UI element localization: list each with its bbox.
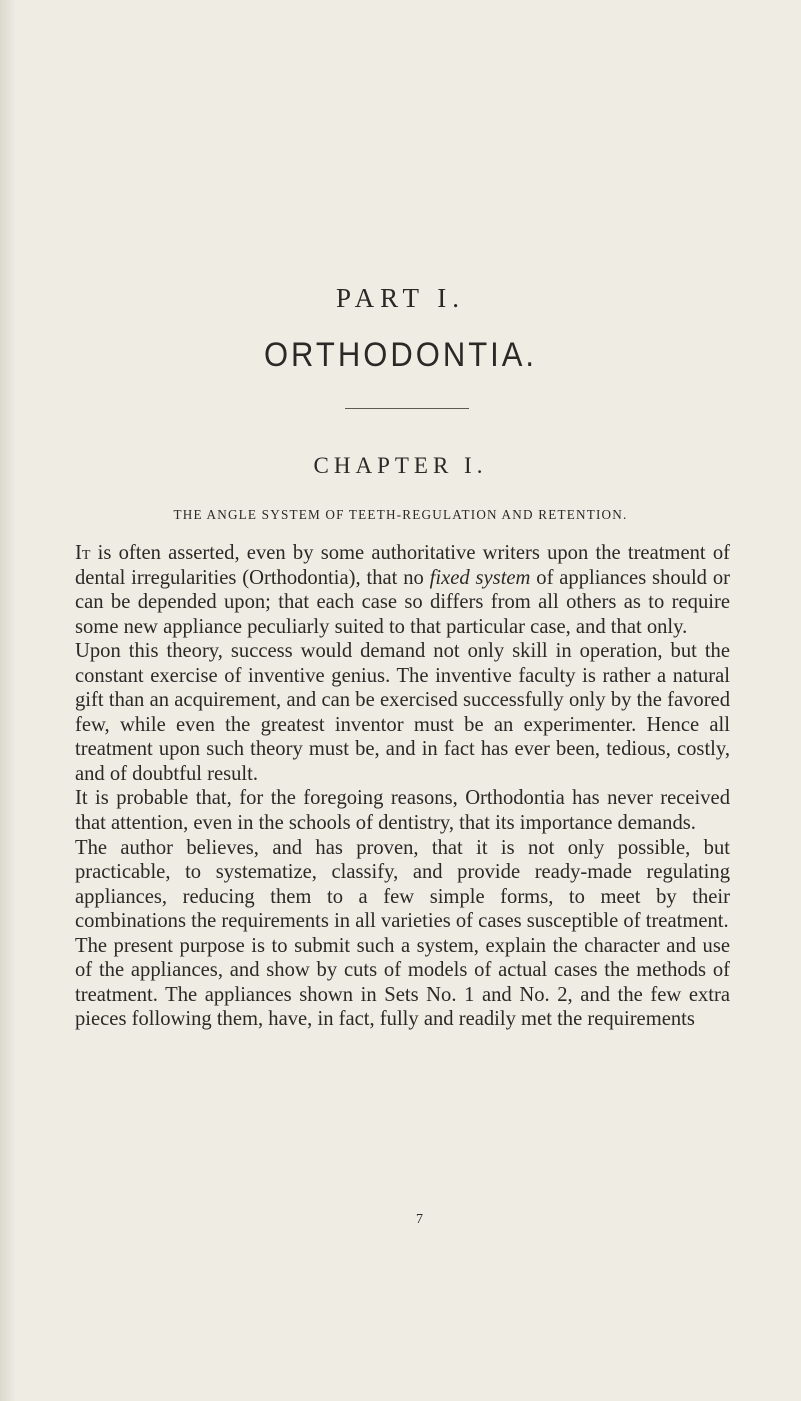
paragraph-1 (75, 541, 730, 639)
paragraph-3: It is probable that, for the foregoing reasons, Orthodontia has never received that attention, even in the schools of dentistry, that its importance demands. (75, 787, 730, 835)
paragraph-1-text-before: is often asserted, even by some authoritative writers upon the treatment of dental irregularities (Orthodontia), that no (75, 542, 730, 589)
page-number: 7 (416, 1212, 423, 1227)
book-title: ORTHODONTIA. (263, 334, 538, 375)
chapter-heading: CHAPTER I. (313, 453, 488, 478)
paragraph-5: The present purpose is to submit such a system, explain the character and use of the appliances, and show by cuts of models of actual cases the methods of treatment. The appliances shown in Sets No. 1 and No. 2, and the few extra pieces following them, have, in fact, fully and readily met the requirements (75, 934, 730, 1031)
chapter-title: THE ANGLE SYSTEM OF TEETH-REGULATION AND RETENTION. (173, 507, 628, 522)
paragraph-1-text-after: of appliances should or can be depended upon; that each case so differs from all others as to require some new appliance peculiarly suited to that particular case, and that only. (75, 566, 730, 638)
paragraph-4: The author believes, and has proven, that it is not only possible, but practicable, to systematize, classify, and provide ready-made regulating appliances, reducing them to a few simple forms, to meet by their combinations the requirements in all varieties of cases susceptible of treatment. (75, 836, 730, 933)
divider-rule (345, 408, 469, 409)
paragraph-1-italic: fixed system (429, 566, 531, 589)
paragraph-2: Upon this theory, success would demand not only skill in operation, but the constant exercise of inventive genius. The inventive faculty is rather a natural gift than an acquirement, and can be exercised successfully only by the favored few, while even the greatest inventor must be an experimenter. Hence all treatment upon such theory must be, and in fact has ever been, tedious, costly, and of doubtful result. (75, 640, 730, 785)
body-text (75, 541, 730, 1032)
paragraph-lead-word: It (75, 542, 91, 564)
page-edge-shadow (0, 0, 16, 1401)
part-heading: PART I. (336, 283, 465, 313)
